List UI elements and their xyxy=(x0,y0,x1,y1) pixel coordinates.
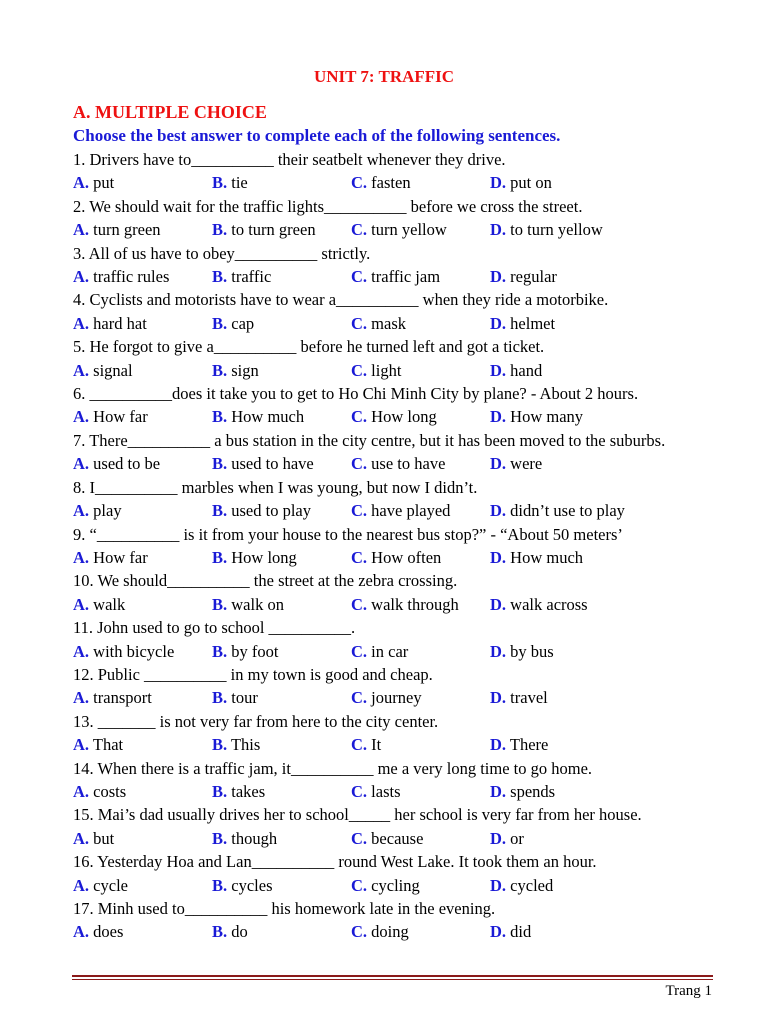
option-b xyxy=(212,686,351,709)
option-text: turn green xyxy=(93,220,161,240)
question-text: 11. John used to go to school __________. xyxy=(73,618,356,638)
option-letter: A. xyxy=(73,454,90,474)
option-text: do xyxy=(231,922,248,942)
option-b xyxy=(212,920,351,943)
option-a xyxy=(73,499,212,522)
option-text: cycled xyxy=(510,875,554,895)
answer-options xyxy=(73,827,713,850)
option-letter: B. xyxy=(212,641,228,661)
option-text: traffic jam xyxy=(371,267,441,287)
option-c xyxy=(351,405,490,428)
option-c xyxy=(351,546,490,569)
option-text: traffic xyxy=(231,267,272,287)
option-d xyxy=(490,499,625,522)
option-text: How far xyxy=(93,407,148,427)
option-text: mask xyxy=(371,313,407,333)
answer-options xyxy=(73,405,713,428)
option-text: in car xyxy=(371,641,409,661)
option-a xyxy=(73,452,212,475)
option-d xyxy=(490,640,554,663)
option-text: signal xyxy=(93,360,133,380)
option-text: with bicycle xyxy=(93,641,175,661)
question-text: 1. Drivers have to__________ their seatbelt whenever they drive. xyxy=(73,150,506,169)
answer-options xyxy=(73,686,713,709)
option-letter: B. xyxy=(212,594,228,614)
option-b xyxy=(212,452,351,475)
option-text: doing xyxy=(371,922,409,942)
option-b xyxy=(212,265,351,288)
option-text: cap xyxy=(231,313,255,333)
option-letter: C. xyxy=(351,922,368,942)
option-a xyxy=(73,359,212,382)
option-a xyxy=(73,733,212,756)
footer-rule xyxy=(72,975,713,977)
option-letter: B. xyxy=(212,922,228,942)
option-letter: A. xyxy=(73,407,90,427)
option-a xyxy=(73,874,212,897)
option-a xyxy=(73,640,212,663)
option-letter: B. xyxy=(212,828,228,848)
option-text: light xyxy=(371,360,402,380)
option-text: by bus xyxy=(510,641,554,661)
question-text: 15. Mai’s dad usually drives her to school_____ her school is very far from her house. xyxy=(73,805,642,825)
option-letter: C. xyxy=(351,594,368,614)
option-letter: D. xyxy=(490,173,507,193)
option-text: cycles xyxy=(231,875,273,895)
option-text: turn yellow xyxy=(371,220,447,240)
option-text: use to have xyxy=(371,454,446,474)
option-text: cycling xyxy=(371,875,420,895)
option-text: walk on xyxy=(231,594,284,614)
option-d xyxy=(490,733,548,756)
option-d xyxy=(490,593,588,616)
option-letter: D. xyxy=(490,922,507,942)
option-d xyxy=(490,218,603,241)
answer-options xyxy=(73,312,713,335)
option-text: How often xyxy=(371,547,442,567)
option-letter: D. xyxy=(490,407,507,427)
option-text: but xyxy=(93,828,115,848)
answer-options xyxy=(73,640,713,663)
option-b xyxy=(212,171,351,194)
option-d xyxy=(490,874,553,897)
option-letter: B. xyxy=(212,688,228,708)
option-d xyxy=(490,920,531,943)
option-letter: D. xyxy=(490,360,507,380)
option-text: walk through xyxy=(371,594,459,614)
option-c xyxy=(351,312,490,335)
option-text: didn’t use to play xyxy=(510,501,625,521)
question-text: 12. Public __________ in my town is good and cheap. xyxy=(73,664,433,684)
option-letter: D. xyxy=(490,641,507,661)
option-letter: A. xyxy=(73,360,90,380)
option-text: How far xyxy=(93,547,148,567)
instruction-text: Choose the best answer to complete each of the following sentences. xyxy=(73,126,561,145)
question-text: 17. Minh used to__________ his homework late in the evening. xyxy=(73,899,496,918)
option-b xyxy=(212,640,351,663)
question-text: 4. Cyclists and motorists have to wear a__________ when they ride a motorbike. xyxy=(73,290,609,310)
option-letter: A. xyxy=(73,781,90,801)
option-a xyxy=(73,546,212,569)
option-b xyxy=(212,733,351,756)
option-c xyxy=(351,733,490,756)
option-letter: B. xyxy=(212,220,228,240)
option-text: were xyxy=(510,454,543,474)
option-text: did xyxy=(510,922,532,942)
option-text: tour xyxy=(231,688,258,708)
option-letter: C. xyxy=(351,875,368,895)
option-letter: B. xyxy=(212,454,228,474)
option-text: journey xyxy=(371,688,422,708)
option-d xyxy=(490,686,548,709)
footer-rule-thin xyxy=(72,979,713,980)
option-text: spends xyxy=(510,781,556,801)
option-text: How many xyxy=(510,407,584,427)
option-letter: B. xyxy=(212,781,228,801)
option-d xyxy=(490,405,583,428)
option-d xyxy=(490,827,524,850)
option-c xyxy=(351,452,490,475)
option-text: walk across xyxy=(510,594,588,614)
option-letter: D. xyxy=(490,267,507,287)
option-text: How much xyxy=(231,407,305,427)
option-text: How long xyxy=(371,407,437,427)
option-letter: C. xyxy=(351,501,368,521)
option-c xyxy=(351,218,490,241)
question-text: 9. “__________ is it from your house to the nearest bus stop?” - “About 50 meters’ xyxy=(73,524,623,544)
answer-options xyxy=(73,218,713,241)
option-letter: D. xyxy=(490,594,507,614)
option-b xyxy=(212,312,351,335)
option-b xyxy=(212,499,351,522)
option-letter: B. xyxy=(212,407,228,427)
answer-options xyxy=(73,359,713,382)
option-letter: A. xyxy=(73,875,90,895)
answer-options xyxy=(73,171,713,194)
option-c xyxy=(351,265,490,288)
option-text: costs xyxy=(93,781,127,801)
option-a xyxy=(73,405,212,428)
option-text: used to have xyxy=(231,454,314,474)
option-letter: A. xyxy=(73,735,90,755)
option-c xyxy=(351,780,490,803)
option-text: though xyxy=(231,828,278,848)
option-c xyxy=(351,359,490,382)
option-letter: D. xyxy=(490,781,507,801)
option-text: helmet xyxy=(510,313,556,333)
question-text: 7. There__________ a bus station in the city centre, but it has been moved to the suburbs. xyxy=(73,430,666,450)
option-text: lasts xyxy=(371,781,401,801)
option-letter: C. xyxy=(351,220,368,240)
option-d xyxy=(490,312,555,335)
option-text: traffic rules xyxy=(93,267,170,287)
option-b xyxy=(212,593,351,616)
option-c xyxy=(351,499,490,522)
option-a xyxy=(73,171,212,194)
question-text: 13. _______ is not very far from here to the city center. xyxy=(73,711,439,731)
option-b xyxy=(212,546,351,569)
option-letter: D. xyxy=(490,547,507,567)
option-d xyxy=(490,359,542,382)
option-a xyxy=(73,218,212,241)
option-text: to turn green xyxy=(231,220,316,240)
option-letter: C. xyxy=(351,267,368,287)
answer-options xyxy=(73,265,713,288)
option-letter: A. xyxy=(73,501,90,521)
option-text: That xyxy=(92,735,124,755)
option-letter: D. xyxy=(490,735,507,755)
option-text: It xyxy=(371,735,382,755)
answer-options xyxy=(73,499,713,522)
option-text: to turn yellow xyxy=(510,220,603,240)
option-letter: C. xyxy=(351,828,368,848)
option-b xyxy=(212,218,351,241)
option-text: This xyxy=(230,735,261,755)
option-a xyxy=(73,920,212,943)
option-c xyxy=(351,827,490,850)
option-c xyxy=(351,874,490,897)
option-c xyxy=(351,920,490,943)
answer-options xyxy=(73,874,713,897)
option-text: used to play xyxy=(231,501,312,521)
page-title: UNIT 7: TRAFFIC xyxy=(313,67,455,86)
option-letter: A. xyxy=(73,220,90,240)
option-letter: B. xyxy=(212,313,228,333)
option-text: tie xyxy=(231,173,248,193)
option-letter: C. xyxy=(351,641,368,661)
option-letter: A. xyxy=(73,173,90,193)
option-letter: B. xyxy=(212,735,228,755)
option-text: does xyxy=(93,922,124,942)
answer-options xyxy=(73,920,713,943)
option-letter: D. xyxy=(490,220,507,240)
option-letter: C. xyxy=(351,781,368,801)
option-d xyxy=(490,265,557,288)
option-letter: D. xyxy=(490,454,507,474)
option-b xyxy=(212,780,351,803)
option-letter: B. xyxy=(212,267,228,287)
option-letter: A. xyxy=(73,828,90,848)
option-letter: D. xyxy=(490,828,507,848)
option-a xyxy=(73,780,212,803)
option-letter: A. xyxy=(73,267,90,287)
option-letter: B. xyxy=(212,547,228,567)
option-letter: A. xyxy=(73,547,90,567)
option-letter: C. xyxy=(351,313,368,333)
question-text: 2. We should wait for the traffic lights__________ before we cross the street. xyxy=(73,196,583,216)
option-text: transport xyxy=(93,688,152,708)
option-text: because xyxy=(371,828,424,848)
option-letter: A. xyxy=(73,688,90,708)
question-text: 5. He forgot to give a__________ before he turned left and got a ticket. xyxy=(73,337,545,357)
option-c xyxy=(351,640,490,663)
option-text: cycle xyxy=(93,875,128,895)
option-text: walk xyxy=(93,594,126,614)
option-d xyxy=(490,452,542,475)
option-letter: A. xyxy=(73,594,90,614)
option-b xyxy=(212,827,351,850)
option-b xyxy=(212,405,351,428)
option-text: travel xyxy=(510,688,548,708)
option-d xyxy=(490,546,583,569)
option-text: How much xyxy=(510,547,584,567)
option-letter: B. xyxy=(212,875,228,895)
option-letter: D. xyxy=(490,313,507,333)
option-text: or xyxy=(510,828,524,848)
option-text: sign xyxy=(231,360,259,380)
question-text: 14. When there is a traffic jam, it__________ me a very long time to go home. xyxy=(73,758,593,778)
page-number: Trang 1 xyxy=(665,983,712,999)
option-text: hand xyxy=(510,360,543,380)
answer-options xyxy=(73,546,713,569)
option-d xyxy=(490,780,555,803)
option-d xyxy=(490,171,552,194)
option-a xyxy=(73,593,212,616)
question-text: 8. I__________ marbles when I was young, but now I didn’t. xyxy=(73,477,478,497)
option-letter: C. xyxy=(351,454,368,474)
option-c xyxy=(351,171,490,194)
answer-options xyxy=(73,733,713,756)
option-text: How long xyxy=(231,547,297,567)
question-text: 3. All of us have to obey__________ strictly. xyxy=(73,243,371,263)
option-b xyxy=(212,874,351,897)
option-b xyxy=(212,359,351,382)
option-letter: D. xyxy=(490,688,507,708)
option-text: have played xyxy=(371,501,451,521)
option-text: play xyxy=(93,501,122,521)
option-text: used to be xyxy=(93,454,161,474)
option-letter: C. xyxy=(351,407,368,427)
option-letter: B. xyxy=(212,360,228,380)
question-text: 10. We should__________ the street at the zebra crossing. xyxy=(73,571,458,591)
option-letter: A. xyxy=(73,313,90,333)
option-letter: C. xyxy=(351,547,368,567)
option-letter: B. xyxy=(212,173,228,193)
question-list xyxy=(73,148,713,944)
question-text: 6. __________does it take you to get to Ho Chi Minh City by plane? - About 2 hours. xyxy=(73,384,639,404)
question-text: 16. Yesterday Hoa and Lan__________ round West Lake. It took them an hour. xyxy=(73,852,597,872)
option-text: There xyxy=(509,735,549,755)
option-a xyxy=(73,827,212,850)
option-text: regular xyxy=(510,267,557,287)
section-heading: A. MULTIPLE CHOICE xyxy=(73,102,267,122)
option-a xyxy=(73,312,212,335)
option-letter: B. xyxy=(212,501,228,521)
option-c xyxy=(351,686,490,709)
option-letter: A. xyxy=(73,922,90,942)
answer-options xyxy=(73,452,713,475)
option-text: hard hat xyxy=(93,313,147,333)
option-text: fasten xyxy=(371,173,411,193)
option-text: takes xyxy=(231,781,266,801)
option-text: put on xyxy=(510,173,552,193)
option-c xyxy=(351,593,490,616)
option-letter: C. xyxy=(351,360,368,380)
option-letter: C. xyxy=(351,735,368,755)
option-letter: C. xyxy=(351,173,368,193)
option-text: by foot xyxy=(231,641,279,661)
option-letter: C. xyxy=(351,688,368,708)
answer-options xyxy=(73,780,713,803)
answer-options xyxy=(73,593,713,616)
option-letter: D. xyxy=(490,501,507,521)
option-a xyxy=(73,686,212,709)
option-letter: A. xyxy=(73,641,90,661)
option-letter: D. xyxy=(490,875,507,895)
option-text: put xyxy=(93,173,115,193)
option-a xyxy=(73,265,212,288)
